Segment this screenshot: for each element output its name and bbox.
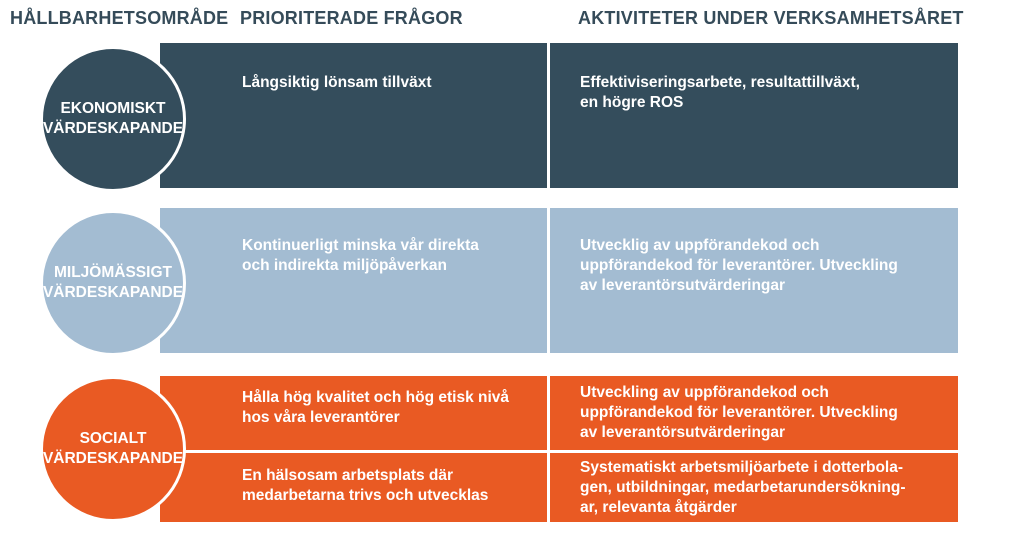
environmental-value-circle: MILJÖMÄSSIGT VÄRDESKAPANDE bbox=[40, 210, 186, 356]
header-sustainability-area: HÅLLBARHETSOMRÅDE bbox=[10, 8, 229, 28]
economic-band bbox=[160, 43, 958, 188]
social-activity-1: Utveckling av uppförandekod och uppförandekod för leverantörer. Utveckling av leverantörsutvärderingar bbox=[580, 384, 898, 441]
environmental-activity: Utvecklig av uppförandekod och uppförandekod för leverantörer. Utveckling av leverantörsutvärderingar bbox=[580, 237, 898, 294]
social-priority-1: Hålla hög kvalitet och hög etisk nivå hos våra leverantörer bbox=[242, 389, 510, 426]
environmental-band bbox=[160, 208, 958, 353]
column-divider bbox=[547, 208, 550, 353]
row-divider bbox=[160, 450, 958, 453]
social-activity-2: Systematiskt arbetsmiljöarbete i dotterbola- gen, utbildningar, medarbetarundersökning- ar, relevanta åtgärder bbox=[580, 459, 906, 516]
social-priority-2: En hälsosam arbetsplats där medarbetarna trivs och utvecklas bbox=[242, 467, 489, 504]
economic-value-circle: EKONOMISKT VÄRDESKAPANDE bbox=[40, 46, 186, 192]
header-activities: AKTIVITETER UNDER VERKSAMHETSÅRET bbox=[578, 8, 964, 28]
social-band bbox=[160, 376, 958, 522]
environmental-priority: Kontinuerligt minska vår direkta och indirekta miljöpåverkan bbox=[242, 237, 479, 274]
header-priority-questions: PRIORITERADE FRÅGOR bbox=[240, 8, 463, 28]
economic-activity: Effektiviseringsarbete, resultattillväxt, en högre ROS bbox=[580, 74, 860, 111]
column-divider bbox=[547, 43, 550, 188]
social-value-circle: SOCIALT VÄRDESKAPANDE bbox=[40, 376, 186, 522]
economic-priority: Långsiktig lönsam tillväxt bbox=[242, 74, 432, 91]
